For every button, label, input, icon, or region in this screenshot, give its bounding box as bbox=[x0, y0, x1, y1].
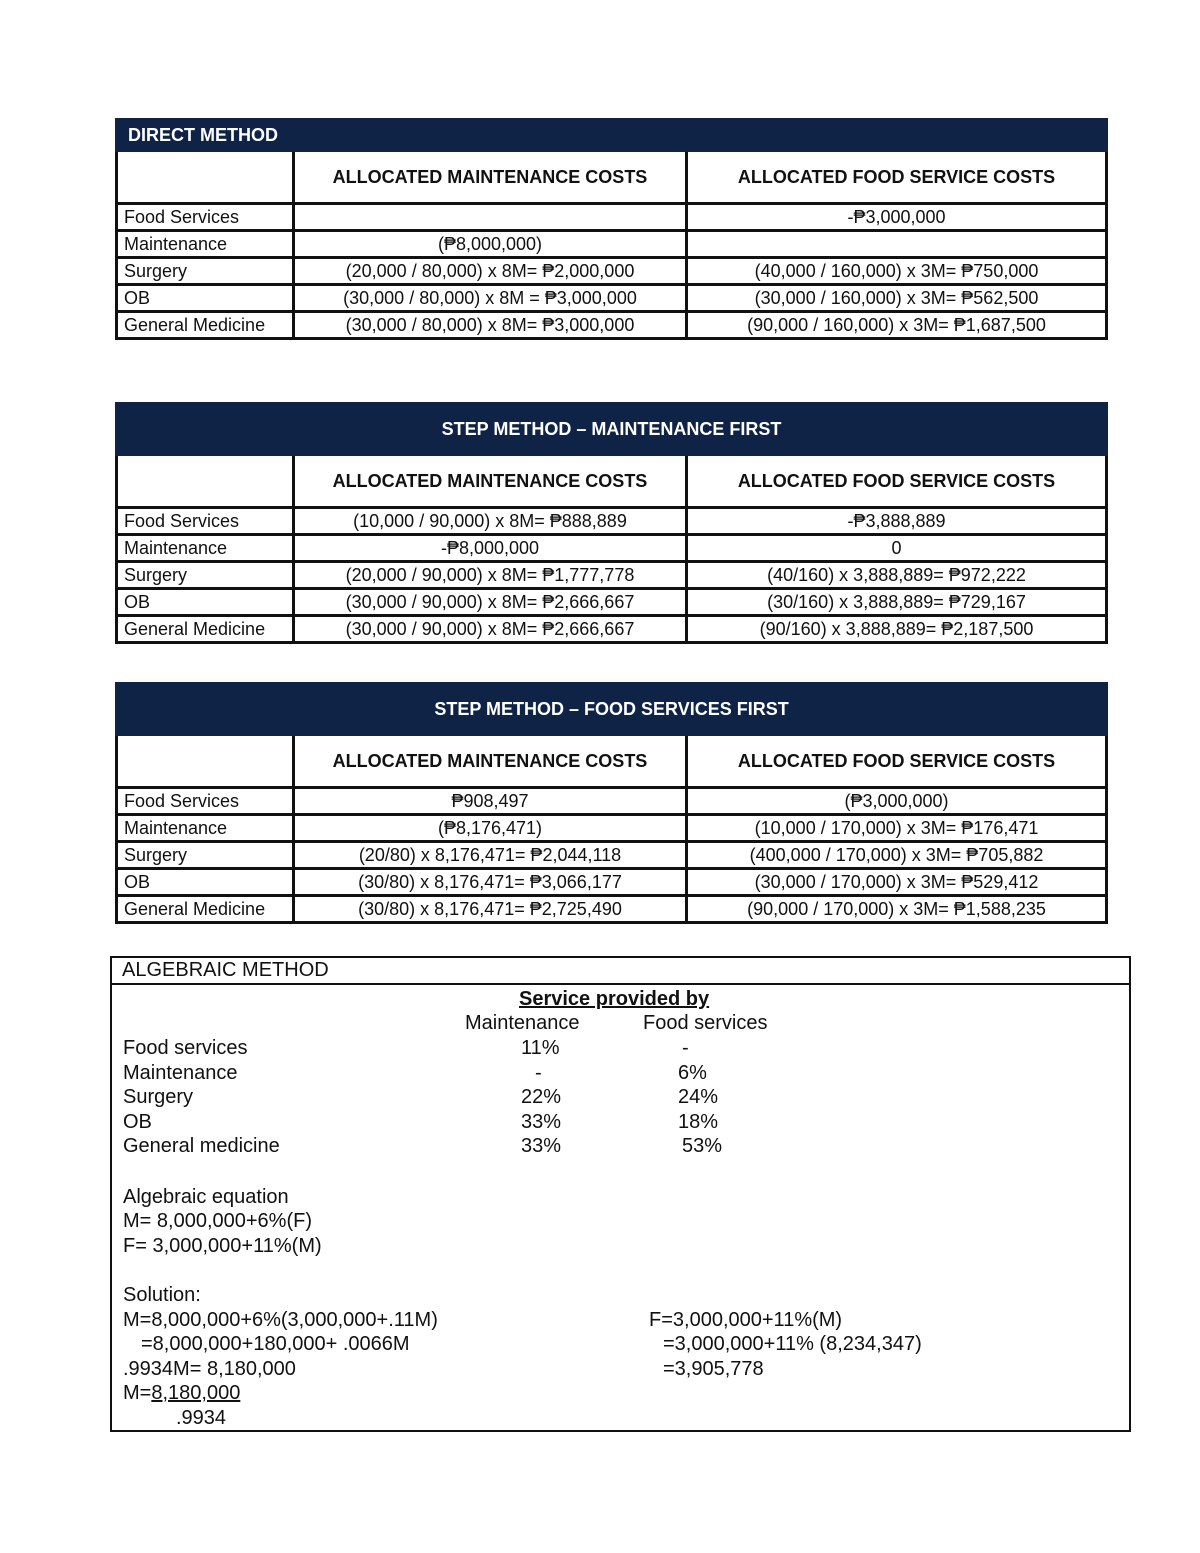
percent-value: 22% bbox=[521, 1086, 562, 1108]
service-heading: Service provided by bbox=[519, 988, 710, 1010]
table-title: STEP METHOD – MAINTENANCE FIRST bbox=[117, 404, 1107, 455]
row-label: General medicine bbox=[123, 1135, 280, 1157]
row-label: OB bbox=[117, 285, 294, 312]
table-row bbox=[117, 842, 1107, 869]
table-cell: (10,000 / 90,000) x 8M= ₱888,889 bbox=[294, 508, 687, 535]
percent-value: 33% bbox=[521, 1135, 562, 1157]
table-cell: (90,000 / 160,000) x 3M= ₱1,687,500 bbox=[687, 312, 1107, 339]
table-row bbox=[117, 535, 1107, 562]
table-title: STEP METHOD – FOOD SERVICES FIRST bbox=[117, 684, 1107, 735]
solution-line: F=3,000,000+11%(M) bbox=[649, 1309, 843, 1331]
row-label: Surgery bbox=[117, 562, 294, 589]
header-cell: ALLOCATED FOOD SERVICE COSTS bbox=[687, 151, 1107, 204]
row-label: General Medicine bbox=[117, 312, 294, 339]
solution-line: =8,000,000+180,000+ .0066M bbox=[141, 1333, 410, 1355]
table-cell: -₱8,000,000 bbox=[294, 535, 687, 562]
table-cell bbox=[687, 231, 1107, 258]
header-cell: ALLOCATED FOOD SERVICE COSTS bbox=[687, 735, 1107, 788]
step-maintenance-first-table bbox=[115, 402, 1108, 644]
percent-value: 18% bbox=[678, 1111, 719, 1133]
table-row bbox=[117, 231, 1107, 258]
table-cell: (₱3,000,000) bbox=[687, 788, 1107, 815]
row-label: Food Services bbox=[117, 788, 294, 815]
header-cell: ALLOCATED MAINTENANCE COSTS bbox=[294, 455, 687, 508]
row-label: Maintenance bbox=[117, 231, 294, 258]
table-cell: (20,000 / 80,000) x 8M= ₱2,000,000 bbox=[294, 258, 687, 285]
table-cell: (30,000 / 160,000) x 3M= ₱562,500 bbox=[687, 285, 1107, 312]
table-row bbox=[117, 869, 1107, 896]
solution-line: =3,905,778 bbox=[663, 1358, 764, 1380]
table-cell: (30,000 / 80,000) x 8M= ₱3,000,000 bbox=[294, 312, 687, 339]
table-cell: (30,000 / 170,000) x 3M= ₱529,412 bbox=[687, 869, 1107, 896]
row-label: OB bbox=[117, 869, 294, 896]
table-cell: -₱3,888,889 bbox=[687, 508, 1107, 535]
percent-value: 24% bbox=[678, 1086, 719, 1108]
equation-heading: Algebraic equation bbox=[123, 1186, 289, 1208]
table-row bbox=[117, 312, 1107, 339]
table-cell: (10,000 / 170,000) x 3M= ₱176,471 bbox=[687, 815, 1107, 842]
table-cell: (30,000 / 90,000) x 8M= ₱2,666,667 bbox=[294, 616, 687, 643]
row-label: OB bbox=[117, 589, 294, 616]
table-row bbox=[117, 285, 1107, 312]
fraction-prefix: M= bbox=[123, 1382, 152, 1404]
table-cell bbox=[294, 204, 687, 231]
row-label: Maintenance bbox=[117, 535, 294, 562]
table-title: DIRECT METHOD bbox=[117, 120, 1107, 151]
row-label: Surgery bbox=[117, 842, 294, 869]
table-row bbox=[117, 204, 1107, 231]
percent-value: 6% bbox=[678, 1062, 707, 1084]
solution-line: =3,000,000+11% (8,234,347) bbox=[663, 1333, 922, 1355]
equation-line: F= 3,000,000+11%(M) bbox=[123, 1235, 322, 1257]
fraction-numerator: 8,180,000 bbox=[151, 1382, 241, 1404]
table-cell: (400,000 / 170,000) x 3M= ₱705,882 bbox=[687, 842, 1107, 869]
table-row bbox=[117, 562, 1107, 589]
row-label: General Medicine bbox=[117, 896, 294, 923]
header-cell: ALLOCATED MAINTENANCE COSTS bbox=[294, 735, 687, 788]
table-cell: (30/160) x 3,888,889= ₱729,167 bbox=[687, 589, 1107, 616]
table-row bbox=[117, 589, 1107, 616]
table-cell: (30,000 / 80,000) x 8M = ₱3,000,000 bbox=[294, 285, 687, 312]
table-cell: (30,000 / 90,000) x 8M= ₱2,666,667 bbox=[294, 589, 687, 616]
table-row bbox=[117, 788, 1107, 815]
header-cell bbox=[117, 735, 294, 788]
row-label: OB bbox=[123, 1111, 152, 1133]
table-cell: (20/80) x 8,176,471= ₱2,044,118 bbox=[294, 842, 687, 869]
table-cell: (40/160) x 3,888,889= ₱972,222 bbox=[687, 562, 1107, 589]
header-cell bbox=[117, 455, 294, 508]
solution-heading: Solution: bbox=[123, 1284, 201, 1306]
percent-value: 11% bbox=[521, 1037, 560, 1059]
table-cell: (30/80) x 8,176,471= ₱3,066,177 bbox=[294, 869, 687, 896]
solution-fraction bbox=[123, 1381, 240, 1406]
table-row bbox=[117, 896, 1107, 923]
row-label: Maintenance bbox=[123, 1062, 238, 1084]
table-row bbox=[117, 815, 1107, 842]
table-cell: (₱8,176,471) bbox=[294, 815, 687, 842]
row-label: Food Services bbox=[117, 204, 294, 231]
table-cell: (90,000 / 170,000) x 3M= ₱1,588,235 bbox=[687, 896, 1107, 923]
table-cell: 0 bbox=[687, 535, 1107, 562]
row-label: Food Services bbox=[117, 508, 294, 535]
table-cell: (30/80) x 8,176,471= ₱2,725,490 bbox=[294, 896, 687, 923]
table-cell: (₱8,000,000) bbox=[294, 231, 687, 258]
solution-line: M=8,000,000+6%(3,000,000+.11M) bbox=[123, 1309, 438, 1331]
col-maintenance-header: Maintenance bbox=[465, 1012, 580, 1034]
fraction-denominator: .9934 bbox=[176, 1407, 227, 1429]
section-title: ALGEBRAIC METHOD bbox=[112, 958, 1129, 985]
row-label: Maintenance bbox=[117, 815, 294, 842]
direct-method-table bbox=[115, 118, 1108, 340]
table-cell: (90/160) x 3,888,889= ₱2,187,500 bbox=[687, 616, 1107, 643]
table-cell: ₱908,497 bbox=[294, 788, 687, 815]
step-food-services-first-table bbox=[115, 682, 1108, 924]
row-label: Surgery bbox=[117, 258, 294, 285]
row-label: Surgery bbox=[123, 1086, 194, 1108]
percent-value: - bbox=[682, 1037, 689, 1059]
table-cell: (40,000 / 160,000) x 3M= ₱750,000 bbox=[687, 258, 1107, 285]
table-cell: -₱3,000,000 bbox=[687, 204, 1107, 231]
col-food-header: Food services bbox=[643, 1012, 768, 1034]
header-cell: ALLOCATED MAINTENANCE COSTS bbox=[294, 151, 687, 204]
percent-value: 33% bbox=[521, 1111, 562, 1133]
table-row bbox=[117, 258, 1107, 285]
algebraic-method-box bbox=[110, 956, 1131, 1432]
table-row bbox=[117, 508, 1107, 535]
row-label: Food services bbox=[123, 1037, 248, 1059]
row-label: General Medicine bbox=[117, 616, 294, 643]
percent-value: - bbox=[535, 1062, 542, 1084]
percent-value: 53% bbox=[682, 1135, 723, 1157]
header-cell bbox=[117, 151, 294, 204]
table-row bbox=[117, 616, 1107, 643]
solution-line: .9934M= 8,180,000 bbox=[123, 1358, 296, 1380]
table-cell: (20,000 / 90,000) x 8M= ₱1,777,778 bbox=[294, 562, 687, 589]
equation-line: M= 8,000,000+6%(F) bbox=[123, 1210, 312, 1232]
header-cell: ALLOCATED FOOD SERVICE COSTS bbox=[687, 455, 1107, 508]
